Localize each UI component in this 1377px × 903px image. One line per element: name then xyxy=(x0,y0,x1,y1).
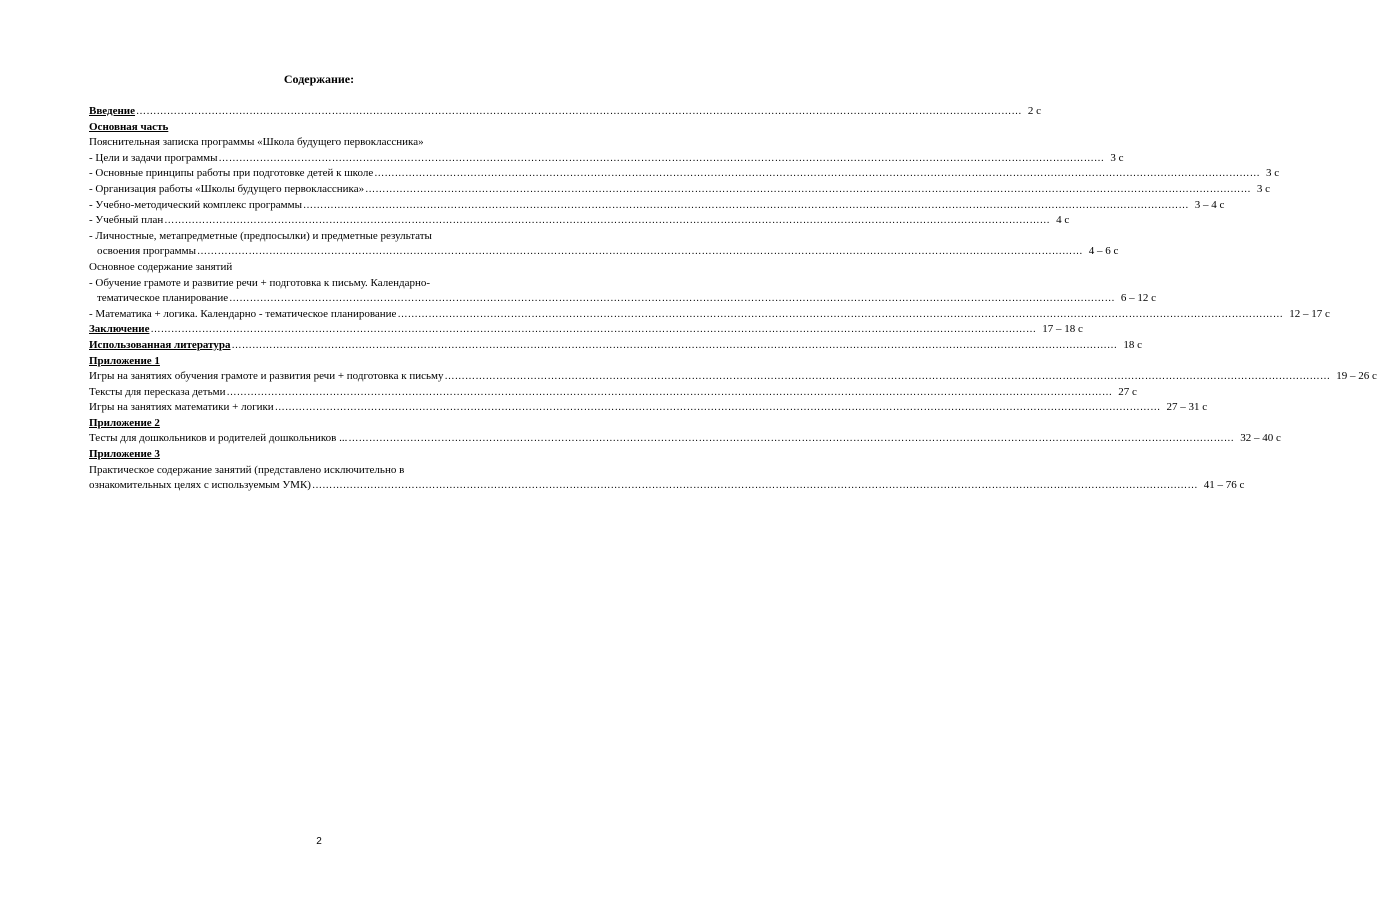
dot-leader: …………………………………………………………………………………………………………………………………………………………………………………………………………………………………… xyxy=(274,402,1161,414)
dot-leader: …………………………………………………………………………………………………………………………………………………………………………………………………………………………………… xyxy=(311,480,1198,492)
table-of-contents xyxy=(89,104,1377,494)
toc-page-ref: 27 – 31 с xyxy=(1166,401,1208,414)
dot-leader: …………………………………………………………………………………………………………………………………………………………………………………………………………………………………… xyxy=(196,246,1083,258)
toc-entry-tests[interactable] xyxy=(89,431,1281,447)
toc-page-ref: 3 с xyxy=(1256,182,1271,195)
page-title: Содержание: xyxy=(283,72,355,86)
toc-entry-label: тематическое планирование xyxy=(97,292,229,305)
toc-entry-literacy-line1: - Обучение грамоте и развитие речи + подготовка к письму. Календарно- xyxy=(89,276,431,289)
toc-entry-retelling[interactable] xyxy=(89,385,1137,401)
toc-entry-practical[interactable] xyxy=(89,478,1245,494)
toc-entry-label: освоения программы xyxy=(97,245,196,258)
toc-entry-organization[interactable] xyxy=(89,182,1271,198)
toc-entry-label: - Цели и задачи программы xyxy=(89,151,218,164)
toc-heading-main-part: Основная часть xyxy=(89,120,169,133)
dot-leader: …………………………………………………………………………………………………………………………………………………………………………………………………………………………………… xyxy=(136,106,1022,117)
toc-page-ref: 3 с xyxy=(1266,167,1280,180)
toc-entry-label: Использованная литература xyxy=(89,338,231,351)
dot-leader: …………………………………………………………………………………………………………………………………………………………………………………………………………………………………… xyxy=(374,168,1261,180)
dot-leader: …………………………………………………………………………………………………………………………………………………………………………………………………………………………………… xyxy=(164,215,1051,227)
toc-page-ref: 2 с xyxy=(1027,105,1041,117)
toc-entry-label: Заключение xyxy=(89,323,150,336)
toc-entry-goals[interactable] xyxy=(89,151,1124,167)
page-number: 2 xyxy=(316,836,322,847)
toc-page-ref: 18 с xyxy=(1123,338,1142,351)
toc-page-ref: 4 – 6 с xyxy=(1088,245,1119,258)
toc-page-ref: 27 с xyxy=(1118,385,1137,398)
toc-entry-label: Тексты для пересказа детьми xyxy=(89,385,226,398)
toc-heading-appendix-1: Приложение 1 xyxy=(89,354,160,367)
toc-entry-games-literacy[interactable] xyxy=(89,369,1377,385)
toc-page-ref: 3 с xyxy=(1110,151,1124,164)
dot-leader: …………………………………………………………………………………………………………………………………………………………………………………………………………………………………… xyxy=(348,433,1235,445)
toc-page-ref: 6 – 12 с xyxy=(1120,292,1157,305)
dot-leader: …………………………………………………………………………………………………………………………………………………………………………………………………………………………………… xyxy=(397,308,1284,320)
toc-entry-literacy[interactable] xyxy=(89,291,1157,307)
toc-entry-results-line1: - Личностные, метапредметные (предпосылки) и предметные результаты xyxy=(89,229,432,242)
toc-entry-math[interactable] xyxy=(89,307,1330,323)
toc-entry-literature[interactable] xyxy=(89,338,1142,354)
toc-entry-explanatory-note: Пояснительная записка программы «Школа будущего первоклассника» xyxy=(89,136,424,149)
toc-heading-appendix-2: Приложение 2 xyxy=(89,416,160,429)
dot-leader: …………………………………………………………………………………………………………………………………………………………………………………………………………………………………… xyxy=(444,371,1331,383)
toc-entry-label: - Основные принципы работы при подготовке детей к школе xyxy=(89,167,374,180)
toc-page-ref: 3 – 4 с xyxy=(1194,198,1225,211)
dot-leader: …………………………………………………………………………………………………………………………………………………………………………………………………………………………………… xyxy=(218,152,1105,164)
toc-page-ref: 12 – 17 с xyxy=(1289,307,1330,320)
toc-entry-label: Введение xyxy=(89,105,136,117)
toc-entry-label: - Математика + логика. Календарно - тематическое планирование xyxy=(89,307,397,320)
toc-entry-intro[interactable] xyxy=(89,104,1041,120)
toc-page-ref: 19 – 26 с xyxy=(1336,370,1377,383)
toc-entry-label: Тесты для дошкольников и родителей дошкольников ... xyxy=(89,432,348,445)
toc-entry-label: - Организация работы «Школы будущего первоклассника» xyxy=(89,182,365,195)
dot-leader: …………………………………………………………………………………………………………………………………………………………………………………………………………………………………… xyxy=(231,339,1118,351)
toc-entry-label: ознакомительных целях с используемым УМК) xyxy=(89,479,311,492)
dot-leader: …………………………………………………………………………………………………………………………………………………………………………………………………………………………………… xyxy=(150,324,1037,336)
toc-heading-content: Основное содержание занятий xyxy=(89,260,233,273)
toc-heading-appendix-3: Приложение 3 xyxy=(89,448,160,461)
toc-entry-methodical[interactable] xyxy=(89,198,1225,214)
toc-entry-label: Игры на занятиях математики + логики xyxy=(89,401,274,414)
toc-entry-practical-line1: Практическое содержание занятий (представлено исключительно в xyxy=(89,463,405,476)
toc-entry-label: - Учебно-методический комплекс программы xyxy=(89,198,302,211)
dot-leader: …………………………………………………………………………………………………………………………………………………………………………………………………………………………………… xyxy=(229,293,1115,305)
toc-entry-label: - Учебный план xyxy=(89,214,164,227)
dot-leader: …………………………………………………………………………………………………………………………………………………………………………………………………………………………………… xyxy=(302,199,1189,211)
toc-entry-label: Игры на занятиях обучения грамоте и развития речи + подготовка к письму xyxy=(89,370,444,383)
toc-entry-results[interactable] xyxy=(89,244,1119,260)
dot-leader: …………………………………………………………………………………………………………………………………………………………………………………………………………………………………… xyxy=(365,183,1251,195)
toc-page-ref: 4 с xyxy=(1056,214,1070,227)
toc-page-ref: 41 – 76 с xyxy=(1203,479,1245,492)
toc-entry-conclusion[interactable] xyxy=(89,322,1083,338)
toc-page-ref: 32 – 40 с xyxy=(1240,432,1281,445)
toc-entry-principles[interactable] xyxy=(89,166,1280,182)
toc-page-ref: 17 – 18 с xyxy=(1042,323,1083,336)
toc-entry-plan[interactable] xyxy=(89,213,1070,229)
toc-entry-games-math[interactable] xyxy=(89,400,1208,416)
dot-leader: …………………………………………………………………………………………………………………………………………………………………………………………………………………………………… xyxy=(226,386,1113,398)
